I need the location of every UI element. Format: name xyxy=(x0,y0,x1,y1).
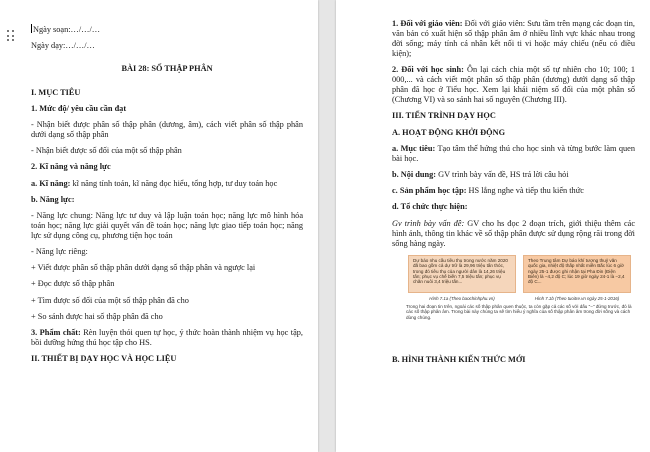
qualities-label: 3. Phẩm chất: xyxy=(31,328,81,337)
student-paragraph xyxy=(392,65,635,105)
qualities-text: Rèn luyện thói quen tự học, ý thức hoàn thành nhiệm vụ học tập, bồi dưỡng hứng thú học tập cho HS. xyxy=(31,328,303,347)
subheading-skills: 2. Kĩ năng và năng lực xyxy=(31,162,111,172)
goal-paragraph xyxy=(392,144,635,164)
content-paragraph xyxy=(392,170,635,180)
organization-italic: Gv trình bày vấn đề: xyxy=(392,218,465,228)
date-prepared-line xyxy=(31,24,303,35)
competence-item: + Viết được phân số thập phân dưới dạng số thập phân và ngược lại xyxy=(31,263,256,273)
product-label: c. Sản phẩm học tập: xyxy=(392,186,467,196)
teacher-label: 1. Đối với giáo viên: xyxy=(392,19,463,28)
competence-item: + Tìm được số đối của một số thập phân đã cho xyxy=(31,295,189,305)
goal-label: a. Mục tiêu: xyxy=(392,143,436,153)
qualities-paragraph xyxy=(31,328,303,348)
content-text: GV trình bày vấn đề, HS trả lời câu hỏi xyxy=(436,169,569,179)
organization-text: GV cho hs đọc 2 đoạn trích, giới thiệu thêm các hình ảnh, thông tin khác về số thập phân được sử dụng rộng rãi trong đời sống hàng ngày. xyxy=(392,218,635,248)
page-left-content xyxy=(31,19,303,370)
figure-news-box-1: Dự báo nhu cầu tiêu thụ trong nước năm 2020 đã bao gồm cả dự trữ là 29,96 triệu tấn thóc, trong đó tiêu thụ của người dân là 14,26 triệu tấn; phục vụ chế biến 7,5 triệu tấn; phục vụ chăn nuôi 3,4 triệu tấn... xyxy=(408,255,516,293)
date-prepared-text: Ngày soạn:…/…/… xyxy=(33,25,101,34)
date-taught-line: Ngày dạy:…/…/… xyxy=(31,41,95,51)
competence-label: b. Năng lực: xyxy=(31,194,75,204)
product-text: HS lắng nghe và tiếp thu kiến thức xyxy=(466,186,584,196)
content-label: b. Nội dung: xyxy=(392,169,437,179)
figure-news-box-2: Theo Trung tâm Dự báo khí tượng thuỷ văn quốc gia, nhiệt độ thấp nhất miền Bắc lúc 6 giờ ngày 25-1 được ghi nhận tại Pha Đin (Điện Biên) là −4,2 độ C; lúc 19 giờ ngày 24-1 là −2,4 độ C... xyxy=(523,255,631,293)
skill-text: kĩ năng tính toán, kĩ năng đọc hiểu, tổng hợp, tư duy toán học xyxy=(70,178,278,188)
figure-explanation: Trong hai đoạn tin trên, ngoài các số thập phân quen thuộc, ta còn gặp cả các số với dấu "−" đứng trước, đó là các số thập phân âm. Trong bài này chúng ta sẽ tìm hiểu ý nghĩa của số thập phân âm trong đời sống và cách dùng chúng. xyxy=(406,303,632,320)
competence-item: + Đọc được số thập phân xyxy=(31,279,115,289)
section-heading-objectives: I. MỤC TIÊU xyxy=(31,87,81,97)
section-heading-process: III. TIẾN TRÌNH DẠY HỌC xyxy=(392,111,496,121)
requirement-item: - Nhận biết được số đối của một số thập phân xyxy=(31,146,182,156)
competence-general: - Năng lực chung: Năng lực tư duy và lập luận toán học; năng lực mô hình hóa toán học; năng lực giải quyết vấn đề toán học; năng lực giao tiếp toán học; năng lực sử dụng công cụ, phương tiện học toán xyxy=(31,210,303,240)
student-text: Ôn lại cách chia một số tự nhiên cho 10; 100; 1 000,... và cách viết một phân số thập phân (dương) dưới dạng số thập phân đã học ở Tiểu học. Xem lại khái niệm số đối của một phân số (Chương VI) và so sánh hai số nguyên (Chương III). xyxy=(392,65,635,105)
move-handle-icon[interactable] xyxy=(7,30,15,42)
competence-specific: - Năng lực riêng: xyxy=(31,247,88,257)
skill-paragraph xyxy=(31,179,303,189)
text-cursor xyxy=(31,24,32,33)
subheading-requirements: 1. Mức độ/ yêu cầu cần đạt xyxy=(31,103,127,113)
figure-caption-1: Hình 7.1a (Theo baochinhphu.vn) xyxy=(429,295,495,301)
organization-label: d. Tổ chức thực hiện: xyxy=(392,202,468,212)
activity-heading-start: A. HOẠT ĐỘNG KHỞI ĐỘNG xyxy=(392,127,506,137)
skill-label: a. Kĩ năng: xyxy=(31,178,71,188)
teacher-text: Đối với giáo viên: Sưu tầm trên mạng các đoạn tin, văn bản có xuất hiện số thập phân âm ở nhiều lĩnh vực khác nhau trong đời sống; máy tính cá nhân kết nối ti vi hoặc máy chiếu (nếu có điều kiện); xyxy=(392,19,635,58)
page-right-content xyxy=(392,19,635,371)
requirement-item: - Nhận biết được phân số thập phân (dương, âm), cách viết phân số thập phân dưới dạng số thập phân xyxy=(31,119,303,139)
competence-item: + So sánh được hai số thập phân đã cho xyxy=(31,311,163,321)
organization-paragraph xyxy=(392,219,635,249)
section-heading-equipment: II. THIẾT BỊ DẠY HỌC VÀ HỌC LIỆU xyxy=(31,354,177,364)
textbook-figure xyxy=(392,255,635,343)
product-paragraph xyxy=(392,186,635,196)
lesson-title: BÀI 28: SỐ THẬP PHÂN xyxy=(121,64,213,74)
student-label: 2. Đối với học sinh: xyxy=(392,65,464,75)
figure-caption-2: Hình 7.1b (Theo tuoitre.vn ngày 25-1-2016) xyxy=(534,295,620,301)
activity-heading-new-knowledge: B. HÌNH THÀNH KIẾN THỨC MỚI xyxy=(392,354,526,364)
teacher-paragraph xyxy=(392,19,635,59)
goal-text: Tạo tâm thế hứng thú cho học sinh và từng bước làm quen bài học. xyxy=(392,143,635,163)
